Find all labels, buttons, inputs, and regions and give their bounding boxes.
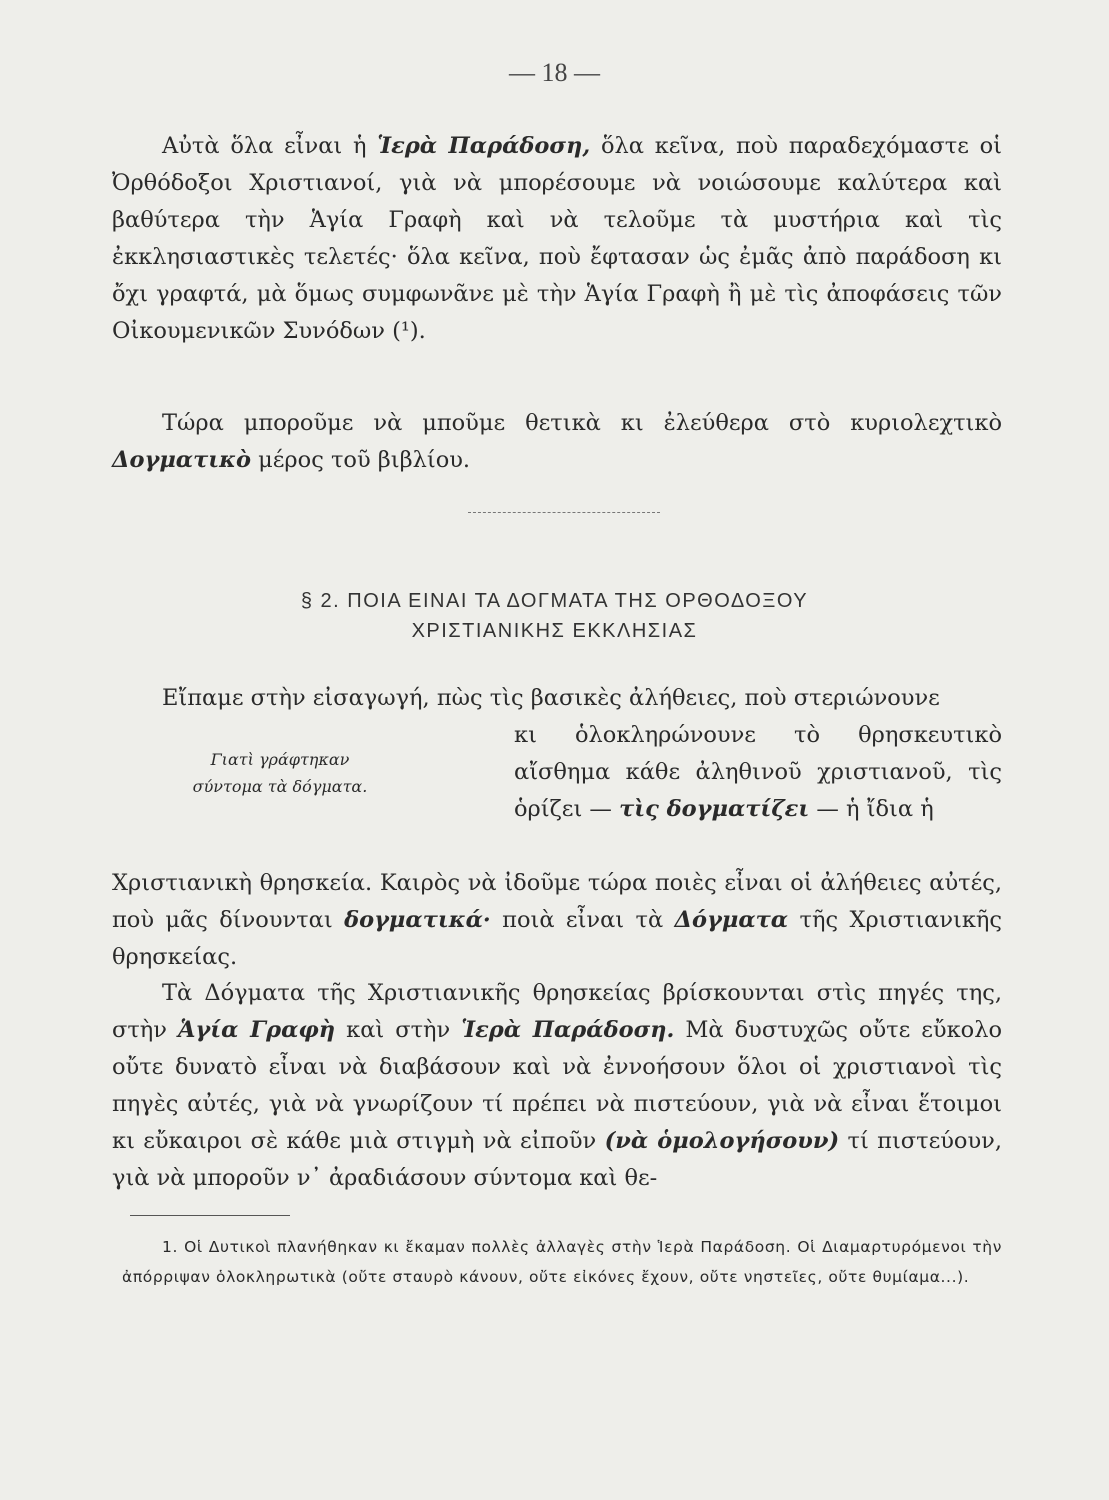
emphasis-holy-scripture: Ἁγία Γραφὴ (177, 1017, 336, 1043)
emphasis-dogmatizes: τὶς δογματίζει (619, 796, 810, 822)
paragraph-christian-religion: Χριστιανικὴ θρησκεία. Καιρὸς νὰ ἰδοῦμε τώρα ποιὲς εἶναι οἱ ἀλήθειες αὐτές, ποὺ μᾶς δίνουνται δογματικά· ποιὰ εἶναι τὰ Δόγματα τῆς Χριστιανικῆς θρησκείας. (112, 870, 1002, 970)
section-heading-line1: § 2. ΠΟΙΑ ΕΙΝΑΙ ΤΑ ΔΟΓΜΑΤΑ ΤΗΣ ΟΡΘΟΔΟΞΟΥ (300, 590, 809, 612)
paragraph-sources: Τὰ Δόγματα τῆς Χριστιανικῆς θρησκείας βρίσκουνται στὶς πηγές της, στὴν Ἁγία Γραφὴ καὶ στὴν Ἱερὰ Παράδοση. Μὰ δυστυχῶς οὔτε εὔκολο οὔτε δυνατὸ εἶναι νὰ διαβάσουν καὶ νὰ ἐννοήσουν ὅλοι οἱ χριστιανοὶ τὶς πηγὲς αὐτές, γιὰ νὰ γνωρίζουν τί πρέπει νὰ πιστεύουν, γιὰ νὰ εἶναι ἕτοιμοι κι εὔκαιροι σὲ κάθε μιὰ στιγμὴ νὰ εἰποῦν (νὰ ὁμολογήσουν) τί πιστεύουν, γιὰ νὰ μποροῦν ν᾽ ἀραδιάσουν σύντομα καὶ θε- (112, 980, 1003, 1191)
emphasis-holy-tradition: Ἱερὰ Παράδοση, (377, 133, 591, 159)
paragraph-intro-line: Εἴπαμε στὴν εἰσαγωγή, πὼς τὶς βασικὲς ἀλήθειες, ποὺ στεριώνουνε (162, 685, 940, 711)
section-heading-line2: ΧΡΙΣΤΙΑΝΙΚΗΣ ΕΚΚΛΗΣΙΑΣ (411, 620, 698, 642)
paragraph-dogmatic-part: Τώρα μποροῦμε νὰ μποῦμε θετικὰ κι ἐλεύθερα στὸ κυριολεχτικὸ Δογματικὸ μέρος τοῦ βιβλίου. (112, 410, 1002, 473)
emphasis-dogmata: Δόγματα (674, 907, 789, 933)
footnote-rule (130, 1215, 290, 1216)
margin-note: Γιατὶ γράφτηκαν σύντομα τὰ δόγματα. (192, 750, 368, 796)
paragraph-holy-tradition: Αὐτὰ ὅλα εἶναι ἡ Ἱερὰ Παράδοση, ὅλα κεῖνα, ποὺ παραδεχόμαστε οἱ Ὀρθόδοξοι Χριστιανοί, γιὰ νὰ μπορέσουμε νὰ νοιώσουμε καλύτερα καὶ βαθύτερα τὴν Ἁγία Γραφὴ καὶ νὰ τελοῦμε τὰ μυστήρια καὶ τὶς ἐκκλησιαστικὲς τελετές· ὅλα κεῖνα, ποὺ ἔφτασαν ὡς ἐμᾶς ἀπὸ παράδοση κι ὄχι γραφτά, μὰ ὅμως συμφωνᾶνε μὲ τὴν Ἁγία Γραφὴ ἢ μὲ τὶς ἀποφάσεις τῶν Οἰκουμενικῶν Συνόδων (¹). (112, 133, 1002, 344)
emphasis-dogmatika: δογματικά· (344, 907, 491, 933)
section-divider (468, 512, 660, 513)
emphasis-confess: (νὰ ὁμολογήσουν) (604, 1128, 840, 1154)
emphasis-holy-tradition-2: Ἱερὰ Παράδοση. (461, 1017, 675, 1043)
footnote: 1. Οἱ Δυτικοὶ πλανήθηκαν κι ἔκαμαν πολλὲς ἀλλαγὲς στὴν Ἱερὰ Παράδοση. Οἱ Διαμαρτυρόμενοι τὴν ἀπόρριψαν ὁλοκληρωτικὰ (οὔτε σταυρὸ κάνουν, οὔτε εἰκόνες ἔχουν, οὔτε νηστεῖες, οὔτε θυμίαμα...). (122, 1238, 1002, 1286)
paragraph-side-text: κι ὁλοκληρώνουνε τὸ θρησκευτικὸ αἴσθημα κάθε ἀληθινοῦ χριστιανοῦ, τὶς ὁρίζει — τὶς δογματίζει — ἡ ἴδια ἡ (514, 722, 1002, 822)
page-number: — 18 — (509, 58, 600, 87)
emphasis-dogmatic: Δογματικὸ (112, 447, 251, 473)
